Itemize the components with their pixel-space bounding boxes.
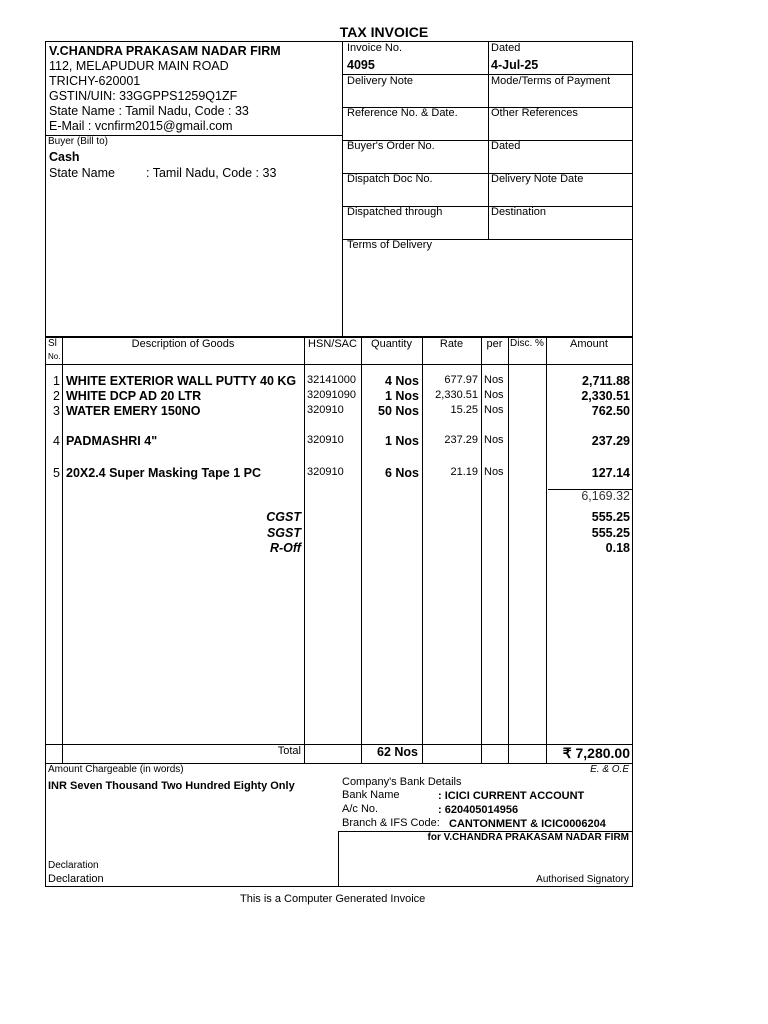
item-no: 1 <box>53 374 60 388</box>
other-references-label: Other References <box>491 107 578 119</box>
delivery-note-label: Delivery Note <box>347 75 414 87</box>
invoice-no: 4095 <box>347 58 375 72</box>
item-no: 3 <box>53 404 60 418</box>
computer-generated-note: This is a Computer Generated Invoice <box>240 893 426 905</box>
col-rate: Rate <box>439 338 464 350</box>
item-rate: 677.97 <box>444 374 478 386</box>
branch-label: Branch & IFS Code: <box>342 817 440 829</box>
item-qty: 6 Nos <box>384 466 419 480</box>
item-no: 5 <box>53 466 60 480</box>
item-hsn: 320910 <box>307 434 344 446</box>
item-rate: 237.29 <box>444 434 478 446</box>
tax-label-cgst: CGST <box>266 510 301 524</box>
item-amount: 762.50 <box>591 404 630 418</box>
bank-name: : ICICI CURRENT ACCOUNT <box>438 790 585 802</box>
eoe: E. & O.E <box>590 764 629 775</box>
mode-terms-label: Mode/Terms of Payment <box>491 75 611 87</box>
dated-label: Dated <box>491 42 521 54</box>
item-per: Nos <box>484 374 504 386</box>
dated2-label: Dated <box>491 140 521 152</box>
tax-amount-roff: 0.18 <box>605 541 630 555</box>
item-amount: 237.29 <box>591 434 630 448</box>
buyer-label: Buyer (Bill to) <box>48 136 109 147</box>
item-description: WATER EMERY 150NO <box>66 404 201 418</box>
seller-email: E-Mail : vcnfirm2015@gmail.com <box>49 119 233 133</box>
dispatch-doc-label: Dispatch Doc No. <box>347 173 433 185</box>
item-qty: 1 Nos <box>384 389 419 403</box>
item-description: PADMASHRI 4" <box>66 434 158 448</box>
branch-ifsc: CANTONMENT & ICIC0006204 <box>449 818 606 830</box>
authorised-signatory: Authorised Signatory <box>536 874 629 885</box>
item-amount: 127.14 <box>591 466 630 480</box>
total-qty: 62 Nos <box>377 745 418 759</box>
item-description: WHITE EXTERIOR WALL PUTTY 40 KG <box>66 374 297 388</box>
item-no: 4 <box>53 434 60 448</box>
item-hsn: 32091090 <box>307 389 356 401</box>
invoice-no-label: Invoice No. <box>347 42 403 54</box>
tax-label-roff: R-Off <box>269 541 301 555</box>
total-label: Total <box>277 745 301 757</box>
seller-state: State Name : Tamil Nadu, Code : 33 <box>49 104 249 118</box>
item-rate: 2,330.51 <box>435 389 478 401</box>
account-no: : 620405014956 <box>438 804 519 816</box>
item-per: Nos <box>484 434 504 446</box>
item-amount: 2,711.88 <box>582 374 630 388</box>
item-qty: 4 Nos <box>384 374 419 388</box>
col-quantity: Quantity <box>371 338 412 350</box>
total-amount: ₹ 7,280.00 <box>562 745 630 761</box>
declaration-2: Declaration <box>48 873 104 885</box>
dispatched-through-label: Dispatched through <box>347 206 443 218</box>
amount-words-label: Amount Chargeable (in words) <box>48 764 184 775</box>
col-si: Sl <box>48 338 57 349</box>
item-rate: 21.19 <box>450 466 478 478</box>
col-si-no: No. <box>48 352 61 361</box>
buyers-order-label: Buyer's Order No. <box>347 140 435 152</box>
col-description: Description of Goods <box>131 338 235 350</box>
item-hsn: 320910 <box>307 466 344 478</box>
seller-address-1: 112, MELAPUDUR MAIN ROAD <box>49 59 229 73</box>
col-amount: Amount <box>570 338 608 350</box>
item-per: Nos <box>484 404 504 416</box>
tax-amount-sgst: 555.25 <box>591 526 630 540</box>
col-per: per <box>486 338 503 350</box>
tax-amount-cgst: 555.25 <box>591 510 630 524</box>
subtotal: 6,169.32 <box>581 489 630 503</box>
account-no-label: A/c No. <box>342 803 379 815</box>
invoice-title: TAX INVOICE <box>339 24 429 40</box>
for-firm: for V.CHANDRA PRAKASAM NADAR FIRM <box>427 832 629 843</box>
col-hsn: HSN/SAC <box>308 338 357 350</box>
terms-of-delivery-label: Terms of Delivery <box>347 239 432 251</box>
tax-label-sgst: SGST <box>266 526 301 540</box>
seller-gstin: GSTIN/UIN: 33GGPPS1259Q1ZF <box>49 89 238 103</box>
bank-name-label: Bank Name <box>342 789 400 801</box>
item-description: WHITE DCP AD 20 LTR <box>66 389 202 403</box>
item-hsn: 320910 <box>307 404 344 416</box>
item-per: Nos <box>484 389 504 401</box>
buyer-name: Cash <box>49 150 80 164</box>
seller-name: V.CHANDRA PRAKASAM NADAR FIRM <box>49 44 281 58</box>
delivery-note-date-label: Delivery Note Date <box>491 173 584 185</box>
item-hsn: 32141000 <box>307 374 356 386</box>
item-amount: 2,330.51 <box>581 389 630 403</box>
reference-label: Reference No. & Date. <box>347 107 458 119</box>
col-disc: Disc. % <box>510 338 544 349</box>
item-per: Nos <box>484 466 504 478</box>
buyer-state-label: State Name <box>49 166 116 180</box>
buyer-state-value: : Tamil Nadu, Code : 33 <box>146 166 277 180</box>
invoice-date: 4-Jul-25 <box>491 58 539 72</box>
item-description: 20X2.4 Super Masking Tape 1 PC <box>66 466 261 480</box>
item-rate: 15.25 <box>450 404 478 416</box>
item-qty: 50 Nos <box>378 404 419 418</box>
item-no: 2 <box>53 389 60 403</box>
amount-words: INR Seven Thousand Two Hundred Eighty Only <box>48 780 295 792</box>
bank-details-title: Company's Bank Details <box>342 776 462 788</box>
declaration-1: Declaration <box>48 860 99 871</box>
seller-address-2: TRICHY-620001 <box>49 74 141 88</box>
destination-label: Destination <box>491 206 547 218</box>
item-qty: 1 Nos <box>384 434 419 448</box>
